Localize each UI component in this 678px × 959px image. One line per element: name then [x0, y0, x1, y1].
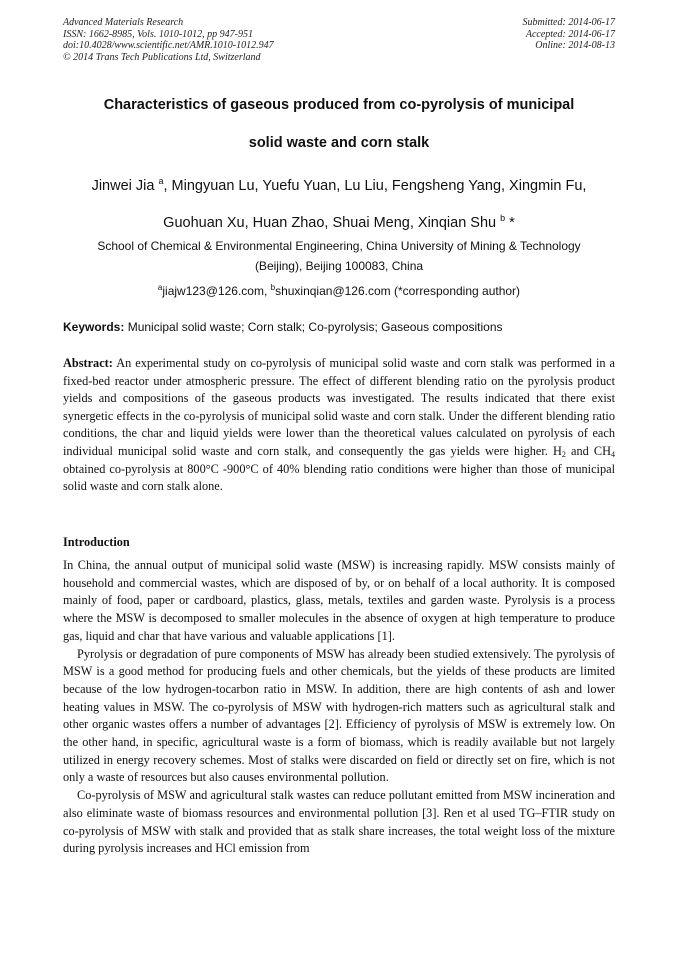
author-last-sup: b — [500, 213, 506, 223]
journal-name: Advanced Materials Research — [63, 17, 184, 28]
submitted-date: Submitted: 2014-06-17 — [522, 17, 615, 28]
title-line-1: Characteristics of gaseous produced from co-pyrolysis of municipal — [103, 97, 575, 113]
abstract-text-3: obtained co-pyrolysis at 800°C -900°C of 40% blending ratio conditions were higher than those of municipal solid waste and corn stalk alone. — [63, 461, 615, 494]
abstract-label: Abstract: — [63, 356, 113, 370]
authors-line-1 — [55, 165, 623, 202]
abstract-text-1: An experimental study on co-pyrolysis of municipal solid waste and corn stalk was performed in a fixed-bed reactor under atmospheric pressure. The effect of different blending ratio on the pyrolysis product yields and compositions of the gaseous products was investigated. The results indicated that there exist synergetic effects in the co-pyrolysis of municipal solid waste and corn stalk. Under the different blending ratio conditions, the char and liquid yields were lower than the theoretical values calculated on pyrolysis of each individual municipal solid waste and corn stalk, and consequently the gas yields were higher. H — [63, 356, 615, 458]
authors-line-2-text: Guohuan Xu, Huan Zhao, Shuai Meng, Xinqian Shu — [163, 215, 497, 231]
intro-paragraph-3: Co-pyrolysis of MSW and agricultural stalk wastes can reduce pollutant emitted from MSW incineration and also eliminate waste of biomass resources and environmental pollution [3]. Ren et al used TG–FTIR study on co-pyrolysis of MSW with stalk and provided that as stalk share increases, the total weight loss of the mixture during pyrolysis increases and HCl emission from — [63, 788, 615, 856]
email-a: jiajw123@126.com, — [162, 284, 271, 298]
authors-line-2 — [55, 202, 623, 239]
copyright-line: © 2014 Trans Tech Publications Ltd, Switzerland — [63, 51, 261, 63]
email-b: shuxinqian@126.com (*corresponding author) — [275, 284, 521, 298]
issn-line: ISSN: 1662-8985, Vols. 1010-1012, pp 947-951 — [63, 28, 253, 40]
introduction-heading: Introduction — [63, 535, 130, 549]
abstract — [63, 355, 615, 496]
corresponding-star: * — [505, 215, 515, 231]
author-list — [55, 165, 623, 239]
title-line-2: solid waste and corn stalk — [248, 135, 430, 151]
introduction-body — [63, 557, 615, 858]
abstract-text-2: and CH — [565, 443, 611, 458]
keywords — [63, 319, 615, 335]
author-first-sup: a — [158, 176, 164, 186]
affiliation-line-1: School of Chemical & Environmental Engineering, China University of Mining & Technology — [97, 239, 581, 253]
keywords-label: Keywords: — [63, 320, 125, 334]
intro-paragraph-1: In China, the annual output of municipal solid waste (MSW) is increasing rapidly. MSW consists mainly of household and commercial wastes, which are disposed of by, or on behalf of a local authority. It is composed mainly of food, paper or cardboard, plastics, glass, metals, textiles and garden waste. Pyrolysis is a process where the MSW is decomposed to smaller molecules in the absence of oxygen at high temperature to produce gas, liquid and char that have various and valuable applications [1]. — [63, 558, 615, 643]
doi-line: doi:10.4028/www.scientific.net/AMR.1010-1012.947 — [63, 40, 274, 51]
abstract-sub-2: 4 — [611, 449, 615, 459]
affiliation-line-2: (Beijing), Beijing 100083, China — [254, 259, 424, 273]
keywords-text: Municipal solid waste; Corn stalk; Co-pyrolysis; Gaseous compositions — [124, 320, 503, 334]
online-date: Online: 2014-08-13 — [535, 40, 615, 51]
accepted-date: Accepted: 2014-06-17 — [525, 28, 615, 40]
email-b-sup: b — [270, 283, 276, 292]
authors-rest: , Mingyuan Lu, Yuefu Yuan, Lu Liu, Fengsheng Yang, Xingmin Fu, — [163, 178, 587, 194]
author-emails — [63, 279, 615, 300]
intro-paragraph-2: Pyrolysis or degradation of pure components of MSW has already been studied extensively. The pyrolysis of MSW is a good method for producing fuels and other chemicals, but the yields of these products are limited because of the low hydrogen-tocarbon ratio in MSW. In addition, there are high contents of ash and lower heating values in MSW. The co-pyrolysis of MSW with hydrogen-rich matters such as agricultural stalk and other organic wastes offers a number of advantages [2]. Efficiency of pyrolysis of MSW is extremely low. On the other hand, in specific, agricultural waste is a form of biomass, which is readily available but not largely utilized in energy recovery schemes. Most of stalks were discarded on field or directly set on fire, which is not only a waste of resources but also causes environmental pollution. — [63, 646, 615, 785]
journal-info — [63, 17, 274, 63]
email-a-sup: a — [157, 283, 163, 292]
author-first: Jinwei Jia — [91, 178, 155, 194]
dates-info — [523, 17, 616, 52]
paper-title — [60, 86, 618, 162]
abstract-sub-1: 2 — [561, 449, 566, 459]
affiliation — [63, 236, 615, 276]
